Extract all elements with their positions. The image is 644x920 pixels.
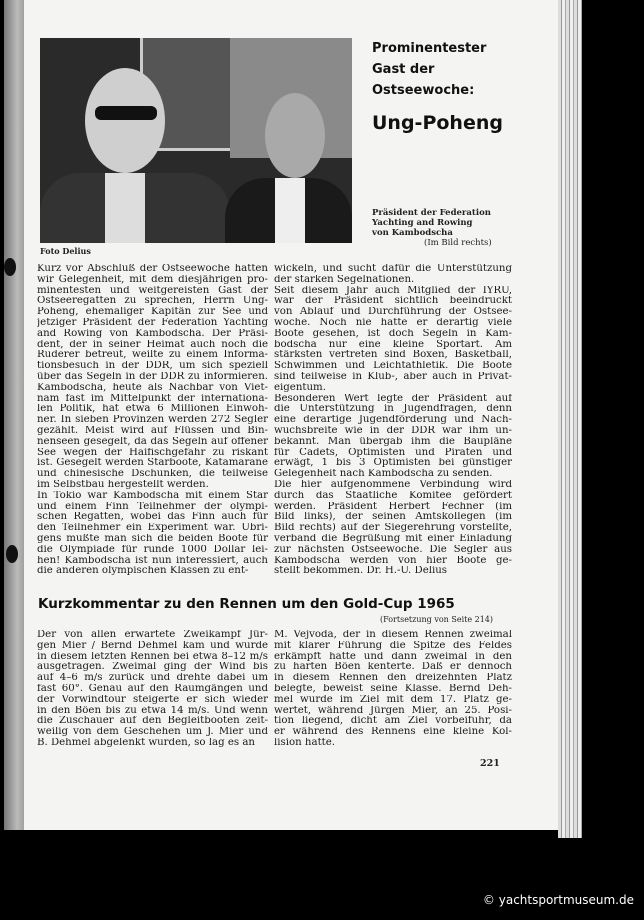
text-line: erwägt, 1 bis 3 Optimisten bei günstiger (274, 458, 512, 469)
commentary-column-1 (37, 630, 268, 749)
text-line: mel wurde im Ziel mit dem 17. Platz ge- (274, 694, 512, 705)
text-line: ner. In sieben Provinzen werden 272 Segler (37, 415, 268, 426)
text-line: von Ablauf und Durchführung der Ostsee- (274, 307, 512, 318)
text-line: In Tokio war Kambodscha mit einem Star (37, 490, 268, 501)
text-line: fast 60°. Genau auf den Raumgängen und (37, 683, 268, 694)
photo-sunglasses (95, 106, 157, 120)
text-line: gezählt. Meist wird auf Flüssen und Bin- (37, 425, 268, 436)
punch-hole (4, 258, 16, 276)
article-column-1 (37, 264, 268, 577)
text-line: auf 4–6 m/s zurück und drehte dabei um (37, 673, 268, 684)
text-line: die Zuschauer auf den Begleitbooten zeit- (37, 716, 268, 727)
text-line: tionsbesuch in der DDR, um sich speziell (37, 361, 268, 372)
text-line: in diesem letzten Rennen bei etwa 8–12 m/s (37, 651, 268, 662)
text-line: und chinesische Dschunken, die teilweise (37, 469, 268, 480)
text-line: bodscha nur eine kleine Sportart. Am (274, 339, 512, 350)
text-line: der Vorwindtour steigerte er sich wieder (37, 694, 268, 705)
text-line: sind teilweise in Klub-, aber auch in Privat- (274, 371, 512, 382)
text-line: stärksten vertreten sind Boxen, Basketball, (274, 350, 512, 361)
text-line: wuchsbreite wie in der DDR war ihm un- (274, 425, 512, 436)
article-title: Ung-Poheng (372, 112, 503, 134)
caption-line: Präsident der Federation (372, 208, 491, 218)
text-line: war der Präsident sichtlich beeindruckt (274, 296, 512, 307)
text-line: wickeln, und sucht dafür die Unterstützung (274, 264, 512, 274)
article-photo (40, 38, 352, 243)
text-line: die Unterstützung in Jugendfragen, denn (274, 404, 512, 415)
text-line: nenseen gesegelt, da das Segeln auf offener (37, 436, 268, 447)
photo-person-right-head (265, 93, 325, 178)
caption-line: Yachting and Rowing (372, 218, 473, 228)
text-line: Ostseeregatten zu sprechen, Herrn Ung- (37, 296, 268, 307)
text-line: die Olympiade für runde 1000 Dollar lei- (37, 544, 268, 555)
text-line: See wegen der Haifischgefahr zu riskant (37, 447, 268, 458)
text-line: schen Regatten, wobei das Finn auch für (37, 512, 268, 523)
scan-page-edge-left (4, 0, 26, 830)
text-line: der starken Segelnationen. (274, 274, 415, 285)
text-line: ist. Gesegelt werden Starboote, Katamarane (37, 458, 268, 469)
text-line: jetziger Präsident der Federation Yachting (37, 317, 268, 328)
continued-note: (Fortsetzung von Seite 214) (380, 615, 494, 624)
text-line: Boote gesehen, ist doch Segeln in Kam- (274, 328, 512, 339)
text-line: lision hatte. (274, 737, 336, 748)
text-line: minentesten und weitgereisten Gast der (37, 285, 268, 296)
text-line: bekannt. Man übergab ihm die Baupläne (274, 436, 512, 447)
text-line: Kambodscha, heute als Nachbar von Viet- (37, 382, 268, 393)
text-line: B. Dehmel abgelenkt wurden, so lag es an (37, 737, 255, 748)
caption-note: (Im Bild rechts) (424, 238, 492, 248)
text-line: mit klarer Führung die Spitze des Feldes (274, 640, 512, 651)
photo-person-left-shirt (105, 173, 145, 243)
scan-page-edge-right (558, 0, 582, 838)
text-line: die anderen olympischen Klassen zu ent- (37, 566, 249, 577)
kicker-line: Gast der (372, 62, 435, 77)
text-line: Poheng, ehemaliger Kapitän zur See und (37, 307, 268, 318)
text-line: und einem Finn Teilnehmer der olympi- (37, 501, 268, 512)
text-line: im Selbstbau hergestellt werden. (37, 479, 209, 490)
text-line: werden. Präsident Herbert Fechner (im (274, 501, 512, 512)
article-kicker (372, 38, 486, 101)
text-line: eine derartige Jugendförderung und Nach- (274, 415, 512, 426)
commentary-column-2 (274, 630, 512, 749)
text-line: tion liegend, dicht am Ziel vorbeifuhr, da (274, 716, 512, 727)
photo-person-left-head (85, 68, 165, 173)
text-line: belegte, beweist seine Klasse. Bernd Deh- (274, 683, 512, 694)
text-line: Besonderen Wert legte der Präsident auf (274, 393, 512, 404)
text-line: Kurz vor Abschluß der Ostseewoche hatten (37, 264, 268, 274)
text-line: hen! Kambodscha ist nun interessiert, auch (37, 555, 268, 566)
text-line: er während des Rennens eine kleine Kol- (274, 727, 512, 738)
text-line: weilig von dem Geschehen um J. Mier und (37, 727, 268, 738)
text-line: and Rowing von Kambodscha. Der Präsi- (37, 328, 268, 339)
photo-caption (372, 208, 492, 248)
text-line: über das Segeln in der DDR zu informieren. (37, 371, 268, 382)
text-line: Ruderer betreut, weilte zu einem Informa- (37, 350, 268, 361)
text-line: wertet, während Jürgen Mier, an 25. Posi- (274, 705, 512, 716)
text-line: in den Böen bis zu etwa 14 m/s. Und wenn (37, 705, 268, 716)
text-line: Der von allen erwartete Zweikampf Jür- (37, 630, 268, 640)
page-number: 221 (480, 758, 500, 769)
photo-person-right-shirt (275, 178, 305, 243)
text-line: den Teilnehmer ein Experiment war. Übri- (37, 523, 268, 534)
text-line: Kambodscha werden von hier Boote ge- (274, 555, 512, 566)
commentary-title: Kurzkommentar zu den Rennen um den Gold-Cup 1965 (38, 596, 455, 612)
punch-hole (6, 545, 18, 563)
text-line: erkämpft hatte und dann zweimal in den (274, 651, 512, 662)
text-line: Gelegenheit nach Kambodscha zu senden. (274, 469, 493, 480)
copyright-watermark: © yachtsportmuseum.de (482, 893, 634, 907)
text-line: verband die Begrüßung mit einer Einladung (274, 533, 512, 544)
text-line: M. Vejvoda, der in diesem Rennen zweimal (274, 630, 512, 640)
text-line: dent, der in seiner Heimat auch noch die (37, 339, 268, 350)
text-line: stellt bekommen. Dr. H.-U. Delius (274, 566, 448, 577)
text-line: woche. Noch nie hatte er derartig viele (274, 317, 512, 328)
text-line: Seit diesem Jahr auch Mitglied der IYRU, (274, 285, 512, 296)
text-line: Schwimmen und Leichtathletik. Die Boote (274, 361, 512, 372)
text-line: len Politik, hat etwa 6 Millionen Einwoh- (37, 404, 268, 415)
text-line: Bild rechts) auf der Siegerehrung vorstellte, (274, 523, 512, 534)
text-line: eigentum. (274, 382, 326, 393)
text-line: Bild links), der seinen Amtskollegen (im (274, 512, 512, 523)
text-line: gen Mier / Bernd Dehmel kam und wurde (37, 640, 268, 651)
text-line: in diesem Rennen den dreizehnten Platz (274, 673, 512, 684)
text-line: wir Gelegenheit, mit dem diesjährigen pro- (37, 274, 268, 285)
kicker-line: Ostseewoche: (372, 83, 475, 98)
text-line: Die hier aufgenommene Verbindung wird (274, 479, 512, 490)
text-line: zur nächsten Ostseewoche. Die Segler aus (274, 544, 512, 555)
text-line: nam fast im Mittelpunkt der internationa- (37, 393, 268, 404)
text-line: für Cadets, Optimisten und Piraten und (274, 447, 512, 458)
text-line: ausgetragen. Zweimal ging der Wind bis (37, 662, 268, 673)
article-column-2 (274, 264, 512, 577)
text-line: gens mußte man sich die beiden Boote für (37, 533, 268, 544)
text-line: durch das Staatliche Komitee gefördert (274, 490, 512, 501)
text-line: zu harten Böen kenterte. Daß er dennoch (274, 662, 512, 673)
kicker-line: Prominentester (372, 41, 487, 56)
photo-credit: Foto Delius (40, 246, 91, 256)
caption-line: von Kambodscha (372, 228, 453, 238)
